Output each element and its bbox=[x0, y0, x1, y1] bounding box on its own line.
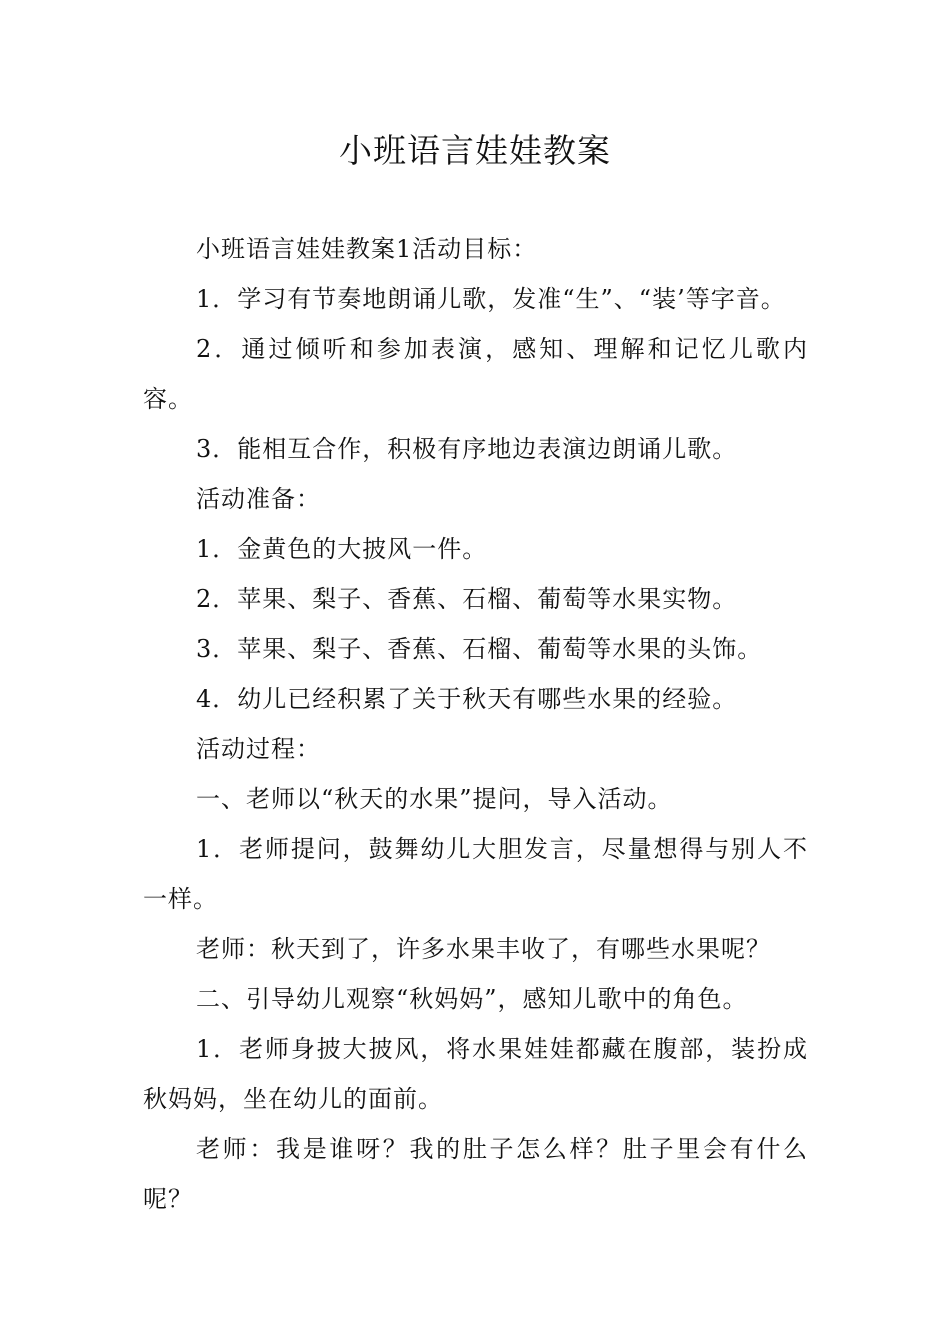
paragraph-step-one: 一、老师以“秋天的水果”提问，导入活动。 bbox=[196, 785, 673, 813]
heading-process: 活动过程： bbox=[196, 735, 321, 763]
paragraph-teacher-question-1: 老师：秋天到了，许多水果丰收了，有哪些水果呢？ bbox=[196, 935, 771, 963]
paragraph-prep-2: 2．苹果、梨子、香蕉、石榴、葡萄等水果实物。 bbox=[196, 585, 738, 613]
paragraph-step-one-1: 1．老师提问，鼓舞幼儿大胆发言，尽量想得与别人不一样。 bbox=[143, 835, 808, 913]
paragraph-step-two-1: 1．老师身披大披风，将水果娃娃都藏在腹部，装扮成秋妈妈，坐在幼儿的面前。 bbox=[143, 1035, 808, 1113]
paragraph-step-two: 二、引导幼儿观察“秋妈妈”，感知儿歌中的角色。 bbox=[196, 985, 748, 1013]
heading-preparation: 活动准备： bbox=[196, 485, 321, 513]
paragraph-prep-4: 4．幼儿已经积累了关于秋天有哪些水果的经验。 bbox=[196, 685, 738, 713]
paragraph-goal-1: 1．学习有节奏地朗诵儿歌，发准“生”、“装’等字音。 bbox=[196, 285, 786, 313]
paragraph-intro: 小班语言娃娃教案1活动目标： bbox=[196, 235, 538, 263]
document-title: 小班语言娃娃教案 bbox=[339, 131, 611, 170]
paragraph-goal-2: 2．通过倾听和参加表演，感知、理解和记忆儿歌内容。 bbox=[143, 335, 808, 413]
paragraph-prep-1: 1．金黄色的大披风一件。 bbox=[196, 535, 488, 563]
paragraph-teacher-question-2: 老师：我是谁呀？我的肚子怎么样？肚子里会有什么呢？ bbox=[143, 1135, 808, 1213]
paragraph-goal-3: 3．能相互合作，积极有序地边表演边朗诵儿歌。 bbox=[196, 435, 738, 463]
paragraph-prep-3: 3．苹果、梨子、香蕉、石榴、葡萄等水果的头饰。 bbox=[196, 635, 763, 663]
document-body bbox=[143, 224, 808, 1224]
